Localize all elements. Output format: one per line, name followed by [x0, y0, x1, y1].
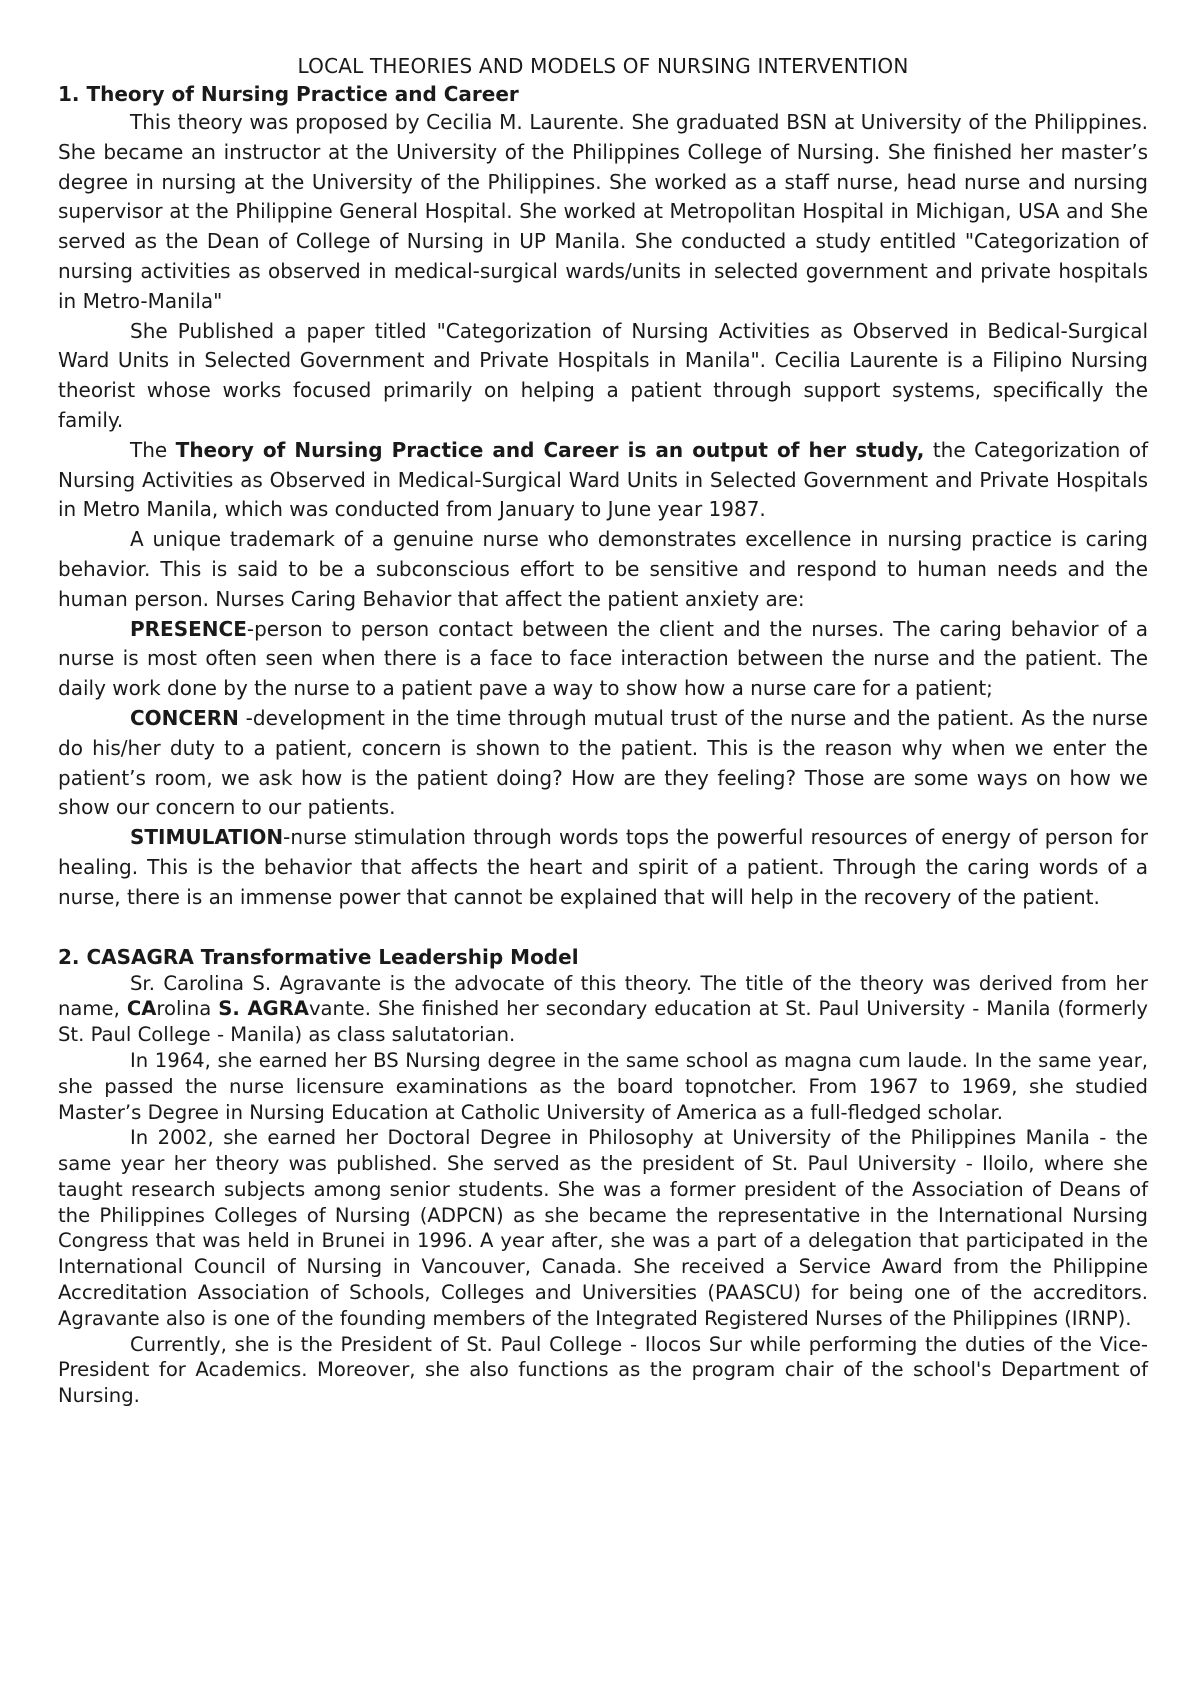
paragraph [58, 971, 1148, 1048]
text-run: vante. She finished her secondary education at St. Paul University - Manila (formerly St. Paul College - Manila) as class salutatorian. [58, 997, 1149, 1047]
paragraph: A unique trademark of a genuine nurse who demonstrates excellence in nursing practice is caring behavior. This is said to be a subconscious effort to be sensitive and respond to human needs and the human person. Nurses Caring Behavior that affect the patient anxiety are: [58, 527, 1148, 611]
paragraph: In 2002, she earned her Doctoral Degree in Philosophy at University of the Philippines Manila - the same year her theory was published. She served as the president of St. Paul University - Iloilo, where she taught research subjects among senior students. She was a former president of the Association of Deans of the Philippines Colleges of Nursing (ADPCN) as she became the representative in the International Nursing Congress that was held in Brunei in 1996. A year after, she was a part of a delegation that participated in the International Council of Nursing in Vancouver, Canada. She received a Service Award from the Philippine Accreditation Association of Schools, Colleges and Universities (PAASCU) for being one of the accreditors. Agravante also is one of the founding members of the Integrated Registered Nurses of the Philippines (IRNP). [58, 1126, 1148, 1330]
text-run: Sr. Carolina S. Agravante is the advocate of this theory. The title of the theory was derived from her name, [58, 971, 1148, 1021]
paragraph: In 1964, she earned her BS Nursing degree in the same school as magna cum laude. In the same year, she passed the nurse licensure examinations as the board topnotcher. From 1967 to 1969, she studied Master’s Degree in Nursing Education at Catholic University of America as a full-fledged scholar. [58, 1048, 1148, 1124]
term-stimulation: STIMULATION [130, 825, 284, 850]
text-run: rolina [156, 997, 219, 1021]
section-2-heading: 2. CASAGRA Transformative Leadership Model [58, 944, 579, 969]
section-spacer [58, 913, 1148, 943]
bold-text-run: S. AGRA [218, 997, 309, 1021]
paragraph: This theory was proposed by Cecilia M. Laurente. She graduated BSN at University of the Philippines. She became an instructor at the University of the Philippines College of Nursing. She finished her master’s degree in nursing at the University of the Philippines. She worked as a staff nurse, head nurse and nursing supervisor at the Philippine General Hospital. She worked at Metropolitan Hospital in Michigan, USA and She served as the Dean of College of Nursing in UP Manila. She conducted a study entitled "Categorization of nursing activities as observed in medical-surgical wards/units in selected government and private hospitals in Metro-Manila" [58, 110, 1148, 313]
paragraph-stimulation [58, 823, 1148, 912]
paragraph-presence [58, 615, 1148, 704]
section-1-heading: 1. Theory of Nursing Practice and Career [58, 82, 519, 106]
text-run: -nurse stimulation through words tops the powerful resources of energy of person for healing. This is the behavior that affects the heart and spirit of a patient. Through the caring words of a nurse, there is an immense power that cannot be explained that will help in the recovery of the patient. [58, 825, 1148, 909]
bold-text-run: Theory of Nursing Practice and Career is an output of her study, [175, 437, 925, 462]
term-presence: PRESENCE [130, 616, 247, 641]
paragraph: Currently, she is the President of St. Paul College - Ilocos Sur while performing the duties of the Vice-President for Academics. Moreover, she also functions as the program chair of the school's Department of Nursing. [58, 1332, 1148, 1408]
section-casagra-model [58, 943, 1148, 1410]
text-run: -person to person contact between the client and the nurses. The caring behavior of a nurse is most often seen when there is a face to face interaction between the nurse and the patient. The daily work done by the nurse to a patient pave a way to show how a nurse care for a patient; [58, 616, 1148, 701]
text-run: The [130, 437, 176, 462]
bold-text-run: CA [126, 997, 157, 1021]
paragraph [58, 436, 1148, 525]
text-run: -development in the time through mutual trust of the nurse and the patient. As the nurse do his/her duty to a patient, concern is shown to the patient. This is the reason why when we enter the patient’s room, we ask how is the patient doing? How are they feeling? Those are some ways on how we show our concern to our patients. [58, 705, 1148, 820]
section-theory-nursing-practice [58, 80, 1148, 913]
paragraph-concern [58, 704, 1148, 823]
text-run: the Categorization of Nursing Activities as Observed in Medical-Surgical Ward Units in Selected Government and Private Hospitals in Metro Manila, which was conducted from January to June year 1987. [58, 437, 1148, 522]
paragraph: She Published a paper titled "Categorization of Nursing Activities as Observed in Bedical-Surgical Ward Units in Selected Government and Private Hospitals in Manila". Cecilia Laurente is a Filipino Nursing theorist whose works focused primarily on helping a patient through support systems, specifically the family. [58, 318, 1148, 432]
document-title: LOCAL THEORIES AND MODELS OF NURSING INTERVENTION [297, 54, 909, 78]
term-concern: CONCERN [130, 705, 239, 730]
